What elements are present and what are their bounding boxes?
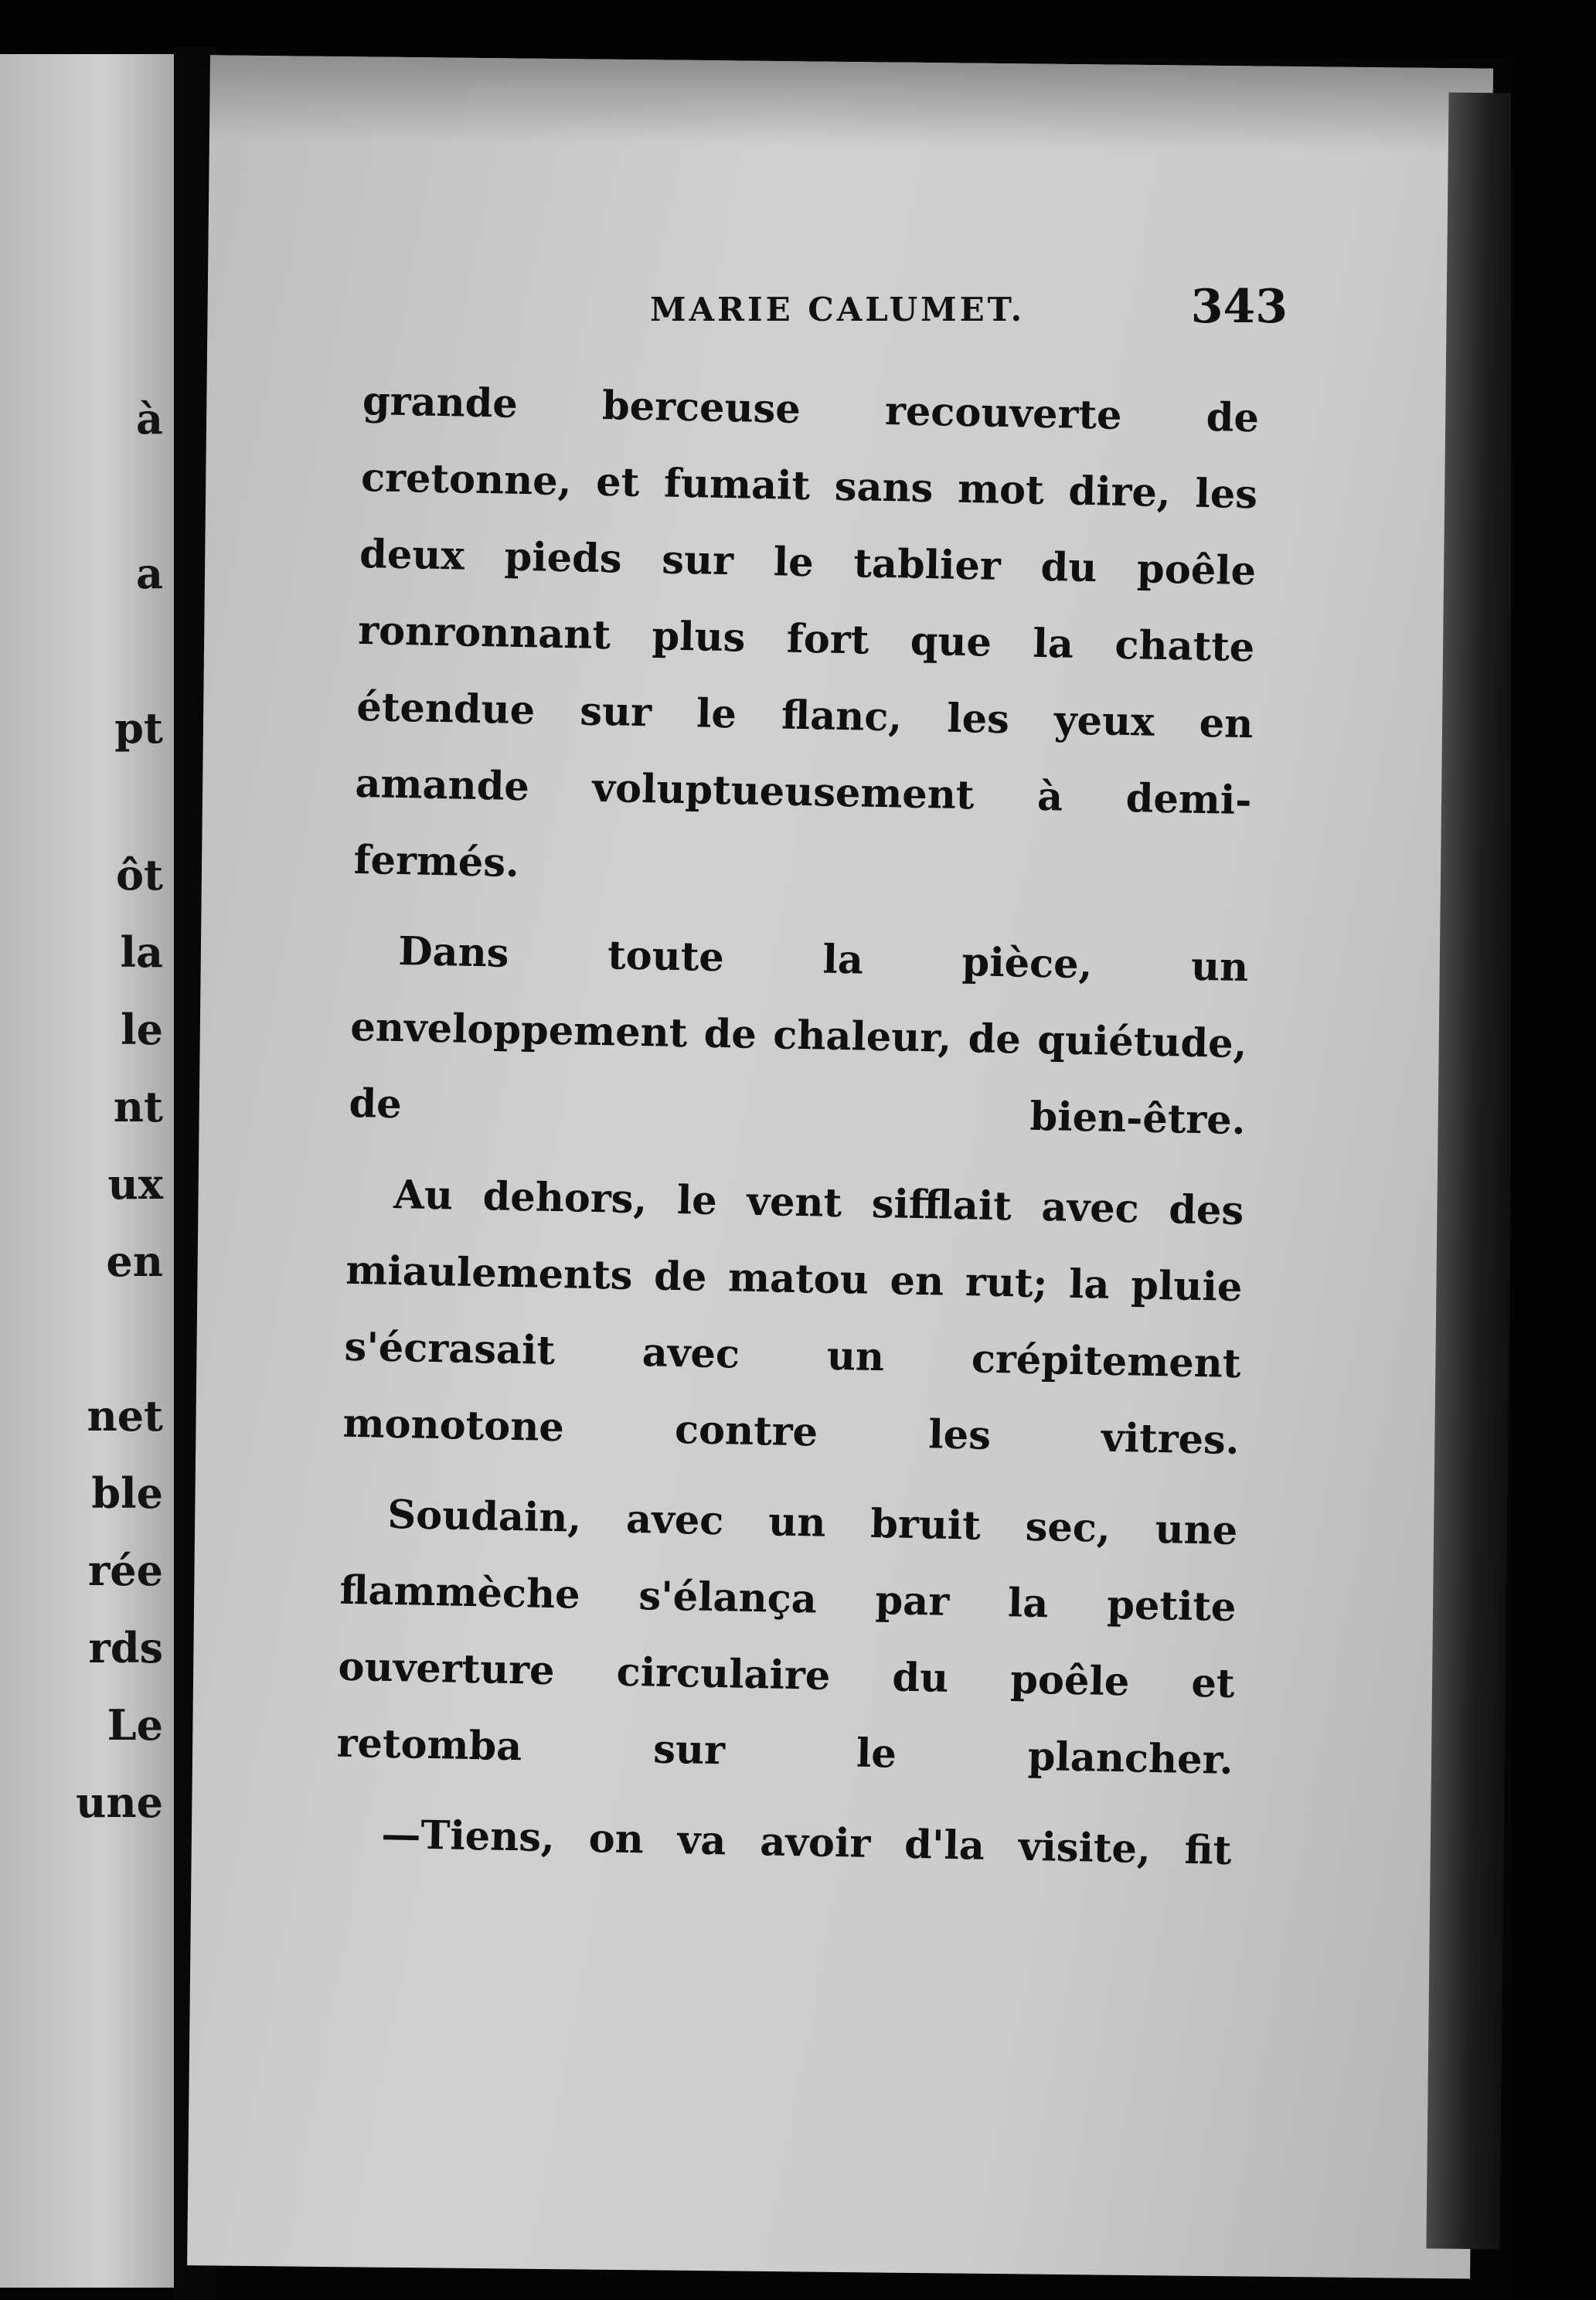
- left-page-fragment: à: [136, 394, 163, 444]
- paragraph: Au dehors, le vent sifflait avec des miaulements de matou en rut; la pluie s'écrasait avec un crépitement monotone contre les vitres.: [342, 1171, 1244, 1465]
- left-page-fragment: la: [120, 927, 163, 977]
- page-number: 343: [1190, 280, 1288, 334]
- left-page-fragment: Le: [107, 1700, 163, 1750]
- left-page-fragment: nt: [113, 1082, 163, 1131]
- left-page-fragment: ux: [107, 1159, 163, 1209]
- left-page-fragment: ôt: [116, 850, 163, 900]
- left-page-fragment: le: [121, 1005, 163, 1054]
- paragraph: —Tiens, on va avoir d'la visite, fit: [380, 1811, 1232, 1874]
- left-page-fragment: ble: [91, 1468, 163, 1518]
- scan-top-border: [0, 0, 1596, 58]
- left-page-fragment: pt: [114, 703, 163, 753]
- paragraph: grande berceuse recouverte de cretonne, et fumait sans mot dire, les deux pieds sur le tablier du poêle ronronnant plus fort que la chatte étendue sur le flanc, les yeux en amande voluptueusement à demi-fermés.: [353, 377, 1260, 886]
- left-page-fragment: en: [106, 1237, 163, 1286]
- paragraph: Soudain, avec un bruit sec, une flammèche s'élança par la petite ouverture circulaire du poêle et retomba sur le plancher.: [336, 1491, 1238, 1784]
- paragraph: Dans toute la pièce, un enveloppement de chaleur, de quiétude, de bien-être.: [349, 928, 1249, 1145]
- left-page-fragment: une: [76, 1778, 163, 1827]
- scan-right-border: [1511, 0, 1596, 2300]
- body-text: [334, 363, 1260, 1904]
- left-page-fragment: net: [87, 1391, 163, 1441]
- running-title: MARIE CALUMET.: [650, 291, 1026, 328]
- left-page-fragment: a: [136, 549, 163, 598]
- left-page-fragment: rds: [88, 1623, 163, 1672]
- left-page-edge: [0, 54, 174, 2288]
- left-page-fragment: rée: [87, 1546, 163, 1595]
- page-header: [437, 280, 1288, 348]
